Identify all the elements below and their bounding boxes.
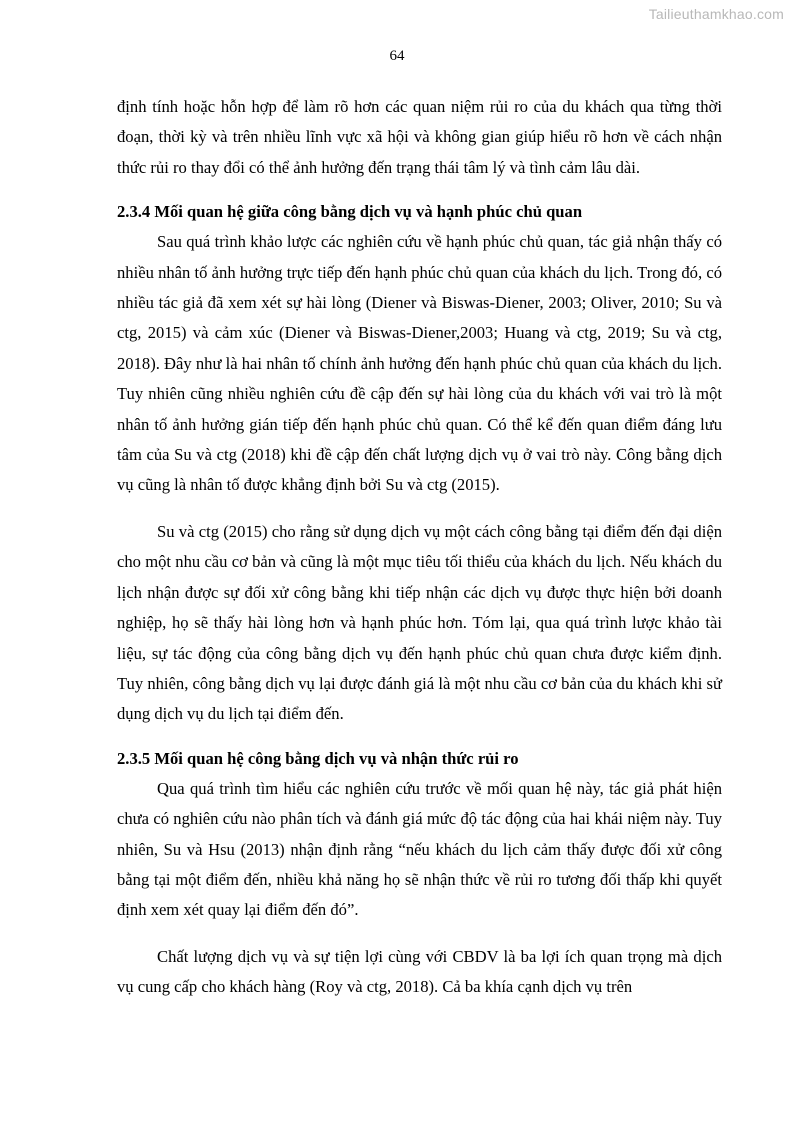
document-body [117, 92, 722, 1003]
paragraph-intro: định tính hoặc hỗn hợp để làm rõ hơn các quan niệm rủi ro của du khách qua từng thời đoạn, thời kỳ và trên nhiều lĩnh vực xã hội và không gian giúp hiểu rõ hơn về cách nhận thức rủi ro thay đổi có thể ảnh hưởng đến trạng thái tâm lý và tình cảm lâu dài. [117, 97, 722, 177]
paragraph-2-3-4-1: Sau quá trình khảo lược các nghiên cứu về hạnh phúc chủ quan, tác giả nhận thấy có nhiều nhân tố ảnh hưởng trực tiếp đến hạnh phúc chủ quan của khách du lịch. Trong đó, có nhiều tác giả đã xem xét sự hài lòng (Diener và Biswas-Diener, 2003; Oliver, 2010; Su và ctg, 2015) và cảm xúc (Diener và Biswas-Diener,2003; Huang và ctg, 2019; Su và ctg, 2018). Đây như là hai nhân tố chính ảnh hưởng đến hạnh phúc chủ quan của khách du lịch. Tuy nhiên cũng nhiều nghiên cứu đề cập đến sự hài lòng của du khách với vai trò là một nhân tố ảnh hưởng gián tiếp đến hạnh phúc chủ quan. Có thể kể đến quan điểm đáng lưu tâm của Su và ctg (2018) khi đề cập đến chất lượng dịch vụ ở vai trò này. Công bằng dịch vụ cũng là nhân tố được khẳng định bởi Su và ctg (2015). [117, 232, 722, 495]
paragraph-2-3-4-2: Su và ctg (2015) cho rằng sử dụng dịch vụ một cách công bằng tại điểm đến đại diện cho một nhu cầu cơ bản và cũng là một mục tiêu tối thiểu của khách du lịch. Nếu khách du lịch nhận được sự đối xử công bằng khi tiếp nhận các dịch vụ được thực hiện bởi doanh nghiệp, họ sẽ thấy hài lòng hơn và hạnh phúc hơn. Tóm lại, qua quá trình lược khảo tài liệu, sự tác động của công bằng dịch vụ đến hạnh phúc chủ quan chưa được kiểm định. Tuy nhiên, công bằng dịch vụ lại được đánh giá là một nhu cầu cơ bản của du khách khi sử dụng dịch vụ du lịch tại điểm đến. [117, 521, 722, 724]
paragraph-2-3-5-2: Chất lượng dịch vụ và sự tiện lợi cùng với CBDV là ba lợi ích quan trọng mà dịch vụ cung cấp cho khách hàng (Roy và ctg, 2018). Cả ba khía cạnh dịch vụ trên [117, 946, 722, 997]
section-heading-2-3-4: 2.3.4 Mối quan hệ giữa công bằng dịch vụ và hạnh phúc chủ quan [117, 202, 583, 222]
section-heading-2-3-5: 2.3.5 Mối quan hệ công bằng dịch vụ và nhận thức rủi ro [117, 748, 519, 768]
page-number: 64 [389, 48, 405, 64]
watermark: Tailieuthamkhao.com [648, 6, 784, 22]
paragraph-2-3-5-1: Qua quá trình tìm hiểu các nghiên cứu trước về mối quan hệ này, tác giả phát hiện chưa có nghiên cứu nào phân tích và đánh giá mức độ tác động của hai khái niệm này. Tuy nhiên, Su và Hsu (2013) nhận định rằng “nếu khách du lịch cảm thấy được đối xử công bằng tại một điểm đến, nhiều khả năng họ sẽ nhận thức về rủi ro tương đối thấp khi quyết định xem xét quay lại điểm đến đó”. [117, 778, 722, 920]
